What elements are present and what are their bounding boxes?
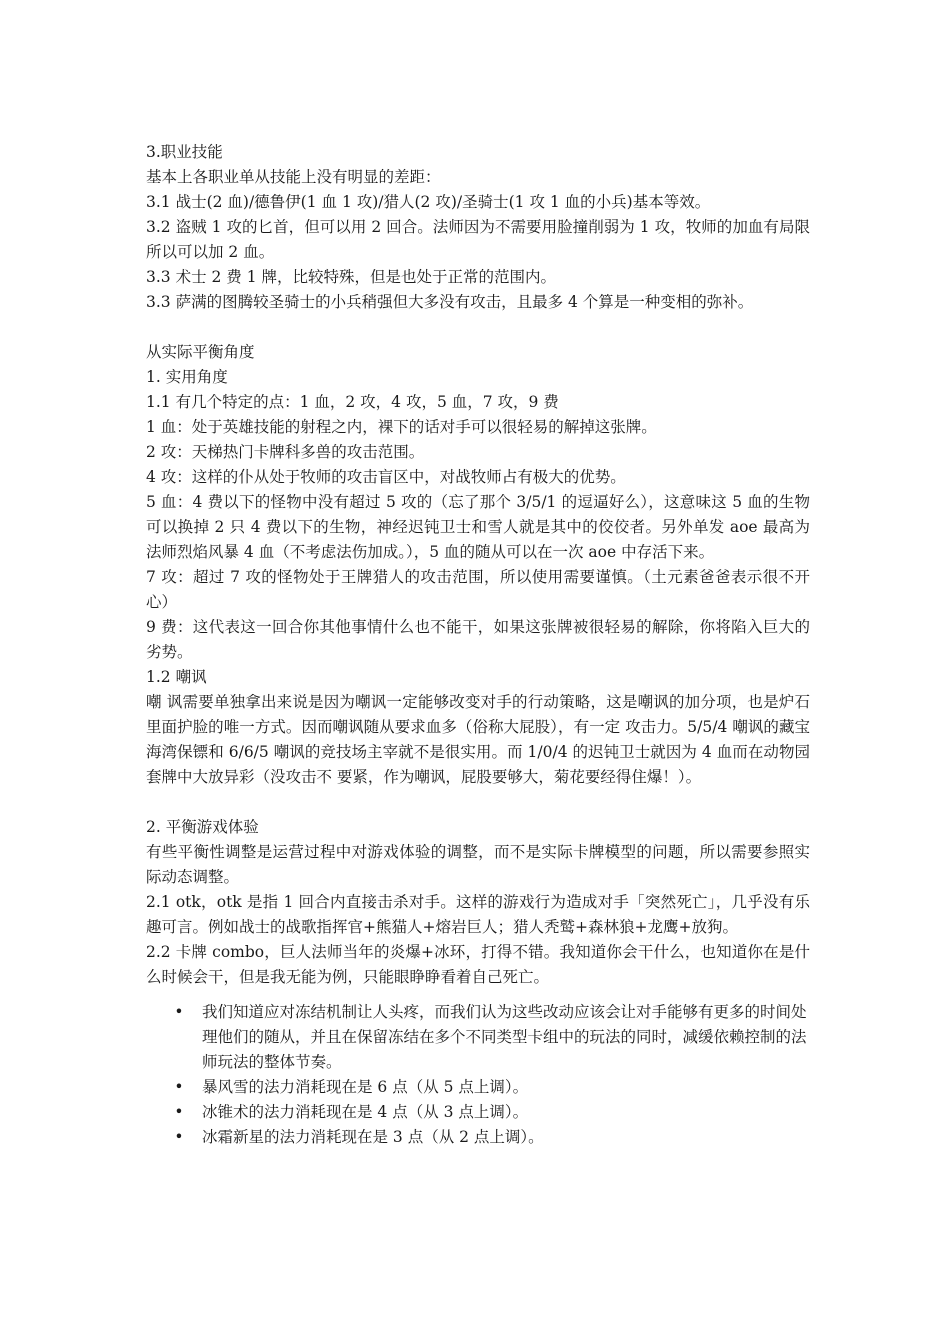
paragraph: 1.1 有几个特定的点：1 血，2 攻，4 攻，5 血，7 攻，9 费 xyxy=(146,393,559,411)
paragraph: 3.3 术士 2 费 1 牌，比较特殊，但是也处于正常的范围内。 xyxy=(146,268,557,286)
document-body xyxy=(146,140,810,1150)
blank-line xyxy=(146,315,810,340)
list-item xyxy=(146,1000,810,1075)
subsection-heading: 1. 实用角度 xyxy=(146,368,228,386)
paragraph: 有些平衡性调整是运营过程中对游戏体验的调整，而不是实际卡牌模型的问题，所以需要参照实际动态调整。 xyxy=(146,843,810,886)
list-item-text: 我们知道应对冻结机制让人头疼，而我们认为这些改动应该会让对手能够有更多的时间处理他们的随从，并且在保留冻结在多个不同类型卡组中的玩法的同时，减缓依赖控制的法师玩法的整体节奏。 xyxy=(202,1003,807,1071)
paragraph: 2.1 otk，otk 是指 1 回合内直接击杀对手。这样的游戏行为造成对手「突然死亡」，几乎没有乐趣可言。例如战士的战歌指挥官+熊猫人+熔岩巨人；猎人秃鹫+森林狼+龙鹰+放狗。 xyxy=(146,893,810,936)
bullet-icon: • xyxy=(174,1103,184,1121)
list-item-text: 冰锥术的法力消耗现在是 4 点（从 3 点上调）。 xyxy=(202,1103,529,1121)
bullet-icon: • xyxy=(174,1128,184,1146)
paragraph: 9 费：这代表这一回合你其他事情什么也不能干，如果这张牌被很轻易的解除，你将陷入巨大的劣势。 xyxy=(146,618,810,661)
paragraph: 4 攻：这样的仆从处于牧师的攻击盲区中，对战牧师占有极大的优势。 xyxy=(146,468,626,486)
list-item xyxy=(146,1075,810,1100)
paragraph: 7 攻：超过 7 攻的怪物处于王牌猎人的攻击范围，所以使用需要谨慎。（土元素爸爸表示很不开心） xyxy=(146,568,810,611)
paragraph: 嘲 讽需要单独拿出来说是因为嘲讽一定能够改变对手的行动策略，这是嘲讽的加分项，也是炉石里面护脸的唯一方式。因而嘲讽随从要求血多（俗称大屁股），有一定 攻击力。5/5/4 嘲讽的藏宝海湾保镖和 6/6/5 嘲讽的竞技场主宰就不是很实用。而 1/0/4 的迟钝卫士就因为 4 血而在动物园套牌中大放异彩（没攻击不 要紧，作为嘲讽，屁股要够大，菊花要经得住爆！）。 xyxy=(146,693,810,786)
list-item xyxy=(146,1100,810,1125)
paragraph: 基本上各职业单从技能上没有明显的差距： xyxy=(146,168,441,186)
paragraph: 3.1 战士(2 血)/德鲁伊(1 血 1 攻)/猎人(2 攻)/圣骑士(1 攻 1 血的小兵)基本等效。 xyxy=(146,193,711,211)
bullet-list xyxy=(146,1000,810,1150)
practical-balance-heading: 从实际平衡角度 xyxy=(146,343,255,361)
subsection-heading: 1.2 嘲讽 xyxy=(146,668,207,686)
paragraph: 5 血：4 费以下的怪物中没有超过 5 攻的（忘了那个 3/5/1 的逗逼好么），这意味这 5 血的生物可以换掉 2 只 4 费以下的生物，神经迟钝卫士和雪人就是其中的佼佼者。另外单发 aoe 最高为法师烈焰风暴 4 血（不考虑法伤加成。），5 血的随从可以在一次 aoe 中存活下来。 xyxy=(146,493,810,561)
bullet-icon: • xyxy=(174,1003,184,1021)
paragraph: 2 攻：天梯热门卡牌科多兽的攻击范围。 xyxy=(146,443,425,461)
subsection-heading: 2. 平衡游戏体验 xyxy=(146,818,259,836)
paragraph: 2.2 卡牌 combo，巨人法师当年的炎爆+冰环，打得不错。我知道你会干什么，也知道你在是什么时候会干，但是我无能为例，只能眼睁睁看着自己死亡。 xyxy=(146,943,810,986)
section-3-heading: 3.职业技能 xyxy=(146,143,223,161)
bullet-icon: • xyxy=(174,1078,184,1096)
blank-line xyxy=(146,790,810,815)
paragraph: 3.2 盗贼 1 攻的匕首，但可以用 2 回合。法师因为不需要用脸撞削弱为 1 攻，牧师的加血有局限所以可以加 2 血。 xyxy=(146,218,810,261)
list-item-text: 冰霜新星的法力消耗现在是 3 点（从 2 点上调）。 xyxy=(202,1128,544,1146)
paragraph: 1 血：处于英雄技能的射程之内，裸下的话对手可以很轻易的解掉这张牌。 xyxy=(146,418,657,436)
paragraph: 3.3 萨满的图腾较圣骑士的小兵稍强但大多没有攻击，且最多 4 个算是一种变相的弥补。 xyxy=(146,293,754,311)
list-item xyxy=(146,1125,810,1150)
list-item-text: 暴风雪的法力消耗现在是 6 点（从 5 点上调）。 xyxy=(202,1078,529,1096)
